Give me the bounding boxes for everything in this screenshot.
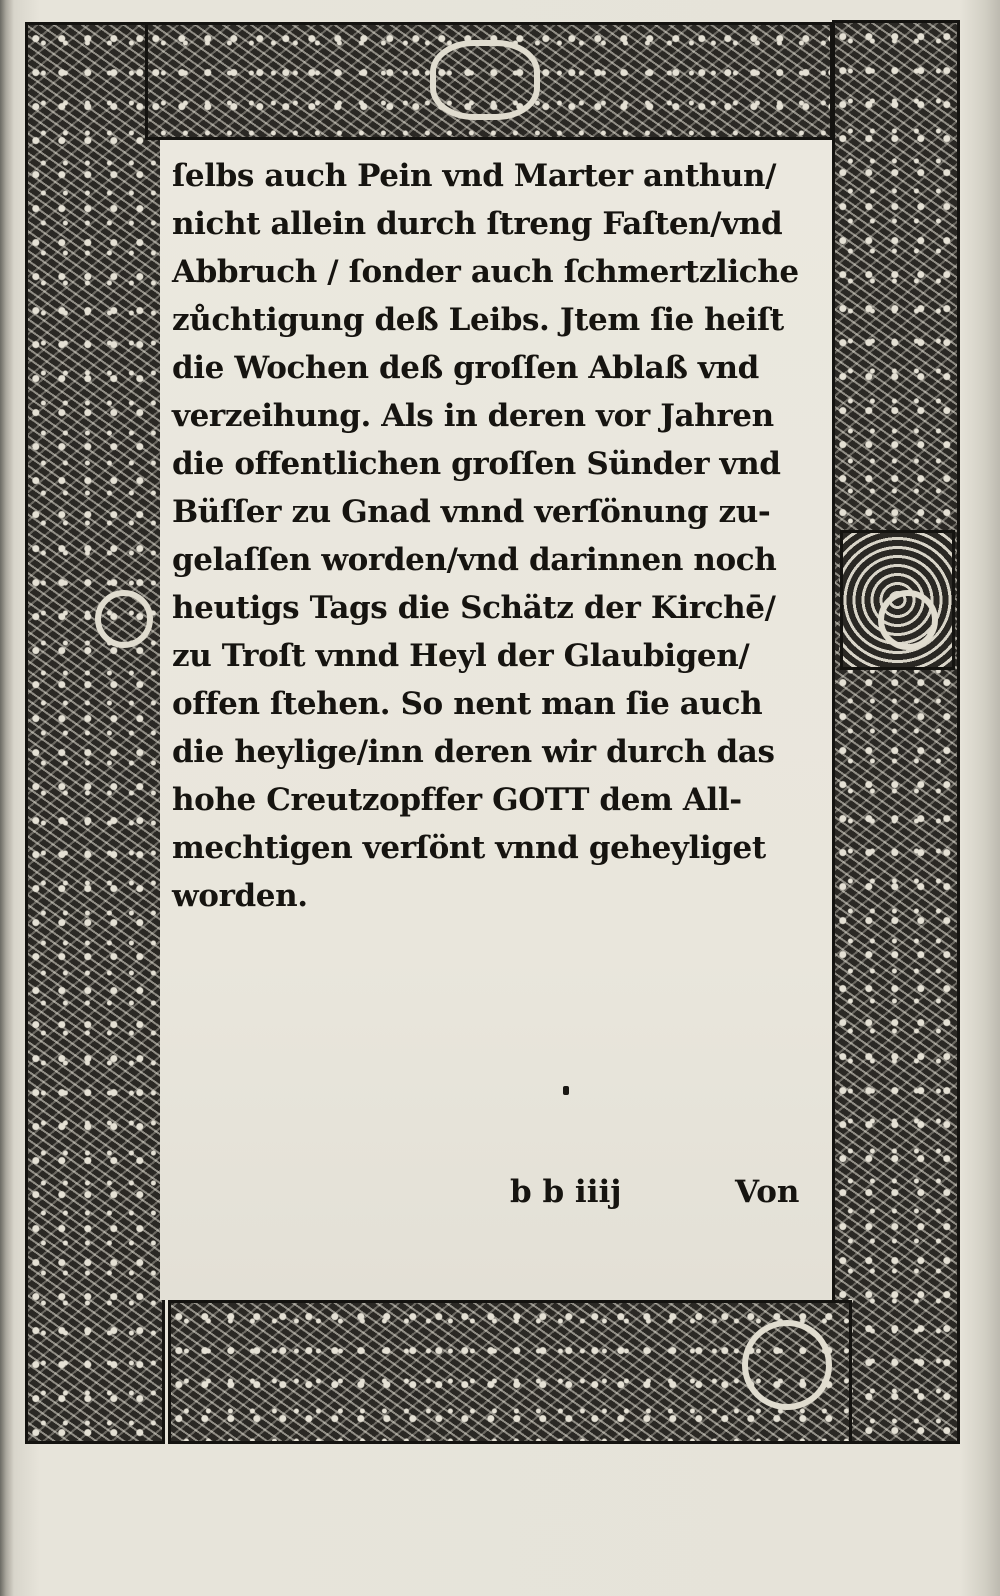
- text-line-9: gelaſſen worden/vnd darinnen noch: [172, 542, 777, 578]
- text-line-2: nicht allein durch ſtreng Faſten/vnd: [172, 206, 783, 242]
- text-line-13: die heylige/inn deren wir durch das: [172, 734, 775, 770]
- signature-mark: b b iiij: [510, 1174, 622, 1210]
- text-line-4: zůchtigung deß Leibs. Jtem ſie heiſt: [172, 302, 784, 338]
- text-line-7: die offentlichen groſſen Sünder vnd: [172, 446, 781, 482]
- body-text: [172, 152, 832, 920]
- text-line-3: Abbruch / ſonder auch ſchmertzliche: [172, 254, 799, 290]
- text-line-5: die Wochen deß groſſen Ablaß vnd: [172, 350, 759, 386]
- scroll-ornament-right: [878, 590, 938, 650]
- text-line-1: ſelbs auch Pein vnd Marter anthun/: [172, 158, 777, 194]
- text-line-6: verzeihung. Als in deren vor Jahren: [172, 398, 774, 434]
- text-line-10: heutigs Tags die Schätz der Kirchē/: [172, 590, 776, 626]
- text-line-11: zu Troſt vnnd Heyl der Glaubigen/: [172, 638, 750, 674]
- text-line-15: mechtigen verſönt vnnd geheyliget: [172, 830, 766, 866]
- woodcut-border-right: [832, 20, 960, 1444]
- ink-dot: [563, 1086, 569, 1095]
- text-line-16: worden.: [172, 878, 308, 914]
- crest-ornament-top: [430, 40, 540, 120]
- catchword: Von: [735, 1174, 800, 1210]
- text-line-14: hohe Creutzopffer GOTT dem All-: [172, 782, 742, 818]
- scroll-ornament-bottom: [742, 1320, 832, 1410]
- text-line-8: Büſſer zu Gnad vnnd verſönung zu-: [172, 494, 771, 530]
- woodcut-border-left: [25, 22, 165, 1444]
- scroll-ornament-left: [95, 590, 153, 648]
- text-line-12: offen ſtehen. So nent man ſie auch: [172, 686, 763, 722]
